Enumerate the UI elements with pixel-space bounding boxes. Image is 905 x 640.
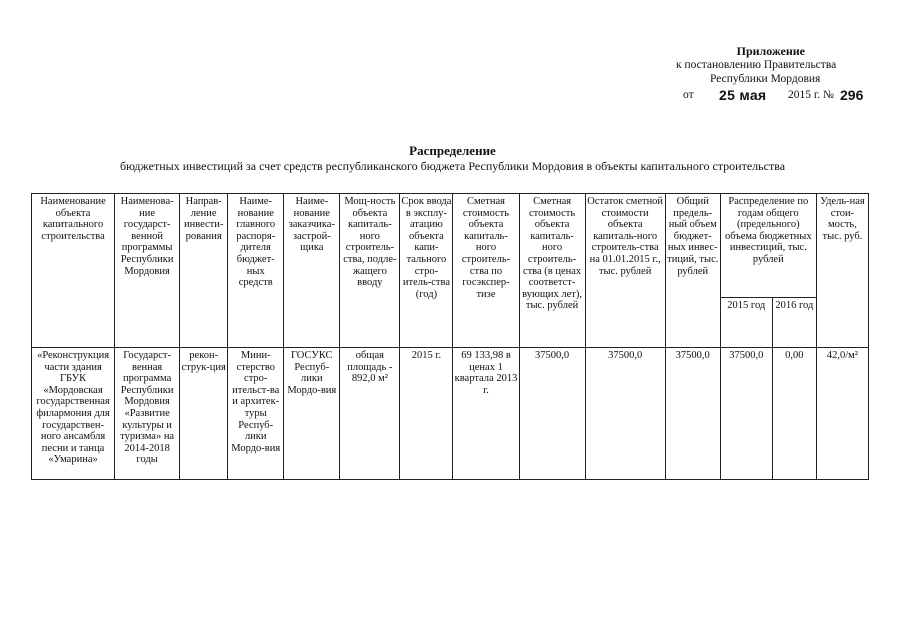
header-capacity: Мощ-ность объекта капиталь-ного строитель-ства, подле-жащего вводу	[340, 194, 400, 348]
cell-remainder: 37500,0	[585, 348, 665, 480]
table-row	[32, 348, 869, 480]
appendix-title: Приложение	[736, 44, 805, 58]
cell-total: 37500,0	[665, 348, 720, 480]
header-term: Срок ввода в эксплу-атацию объекта капи-тального стро-итель-ства (год)	[400, 194, 453, 348]
cell-term: 2015 г.	[400, 348, 453, 480]
header-manager: Наиме-нование главного распоря-дителя бюджет-ных средств	[228, 194, 284, 348]
cell-direction: рекон-струк-ция	[180, 348, 228, 480]
header-year-2015: 2015 год	[720, 298, 772, 348]
header-estimate-expert: Сметная стоимость объекта капиталь-ного строитель-ства по госэкспер-тизе	[453, 194, 519, 348]
header-customer: Наиме-нование заказчика-застрой-щика	[284, 194, 340, 348]
cell-year-2016: 0,00	[772, 348, 816, 480]
cell-capacity: общая площадь - 892,0 м²	[340, 348, 400, 480]
appendix-from-label: от	[683, 89, 694, 101]
header-estimate-current: Сметная стоимость объекта капиталь-ного строитель-ства (в ценах соответст-вующих лет), тыс. рублей	[519, 194, 585, 348]
cell-customer: ГОСУКС Респуб-лики Мордо-вия	[284, 348, 340, 480]
header-program: Наименова-ние государст-венной программы Республики Мордовия	[115, 194, 180, 348]
cell-estimate-current: 37500,0	[519, 348, 585, 480]
header-name: Наименование объекта капитального строительства	[32, 194, 115, 348]
cell-name: «Реконструкция части здания ГБУК «Мордовская государственная филармония для государствен-ного ансамбля песни и танца «Умарина»	[32, 348, 115, 480]
header-unit-cost: Удель-ная стои-мость, тыс. руб.	[816, 194, 868, 348]
cell-program: Государст-венная программа Республики Мордовия «Развитие культуры и туризма» на 2014-2018 годы	[115, 348, 180, 480]
cell-unit-cost: 42,0/м²	[816, 348, 868, 480]
appendix-year: 2015 г. №	[788, 89, 835, 101]
document-subtitle: бюджетных инвестиций за счет средств республиканского бюджета Республики Мордовия в объекты капитального строительства	[119, 159, 786, 173]
header-year-2016: 2016 год	[772, 298, 816, 348]
table-header-row	[32, 194, 869, 298]
header-direction: Направ-ление инвести-рования	[180, 194, 228, 348]
cell-year-2015: 37500,0	[720, 348, 772, 480]
header-total: Общий предель-ный объем бюджет-ных инвес-тиций, тыс. рублей	[665, 194, 720, 348]
header-distribution: Распределение по годам общего (предельного) объема бюджетных инвестиций, тыс. рублей	[720, 194, 816, 298]
document-title: Распределение	[409, 143, 496, 158]
header-remainder: Остаток сметной стоимости объекта капиталь-ного строитель-ства на 01.01.2015 г., тыс. рублей	[585, 194, 665, 348]
appendix-day: 25 мая	[719, 87, 767, 103]
cell-manager: Мини-стерство стро-ительст-ва и архитек-туры Респуб-лики Мордо-вия	[228, 348, 284, 480]
appendix-number: 296	[840, 87, 864, 103]
appendix-line2: Республики Мордовия	[710, 73, 821, 85]
cell-estimate-expert: 69 133,98 в ценах 1 квартала 2013 г.	[453, 348, 519, 480]
appendix-line1: к постановлению Правительства	[676, 59, 837, 71]
investment-table	[31, 193, 869, 480]
